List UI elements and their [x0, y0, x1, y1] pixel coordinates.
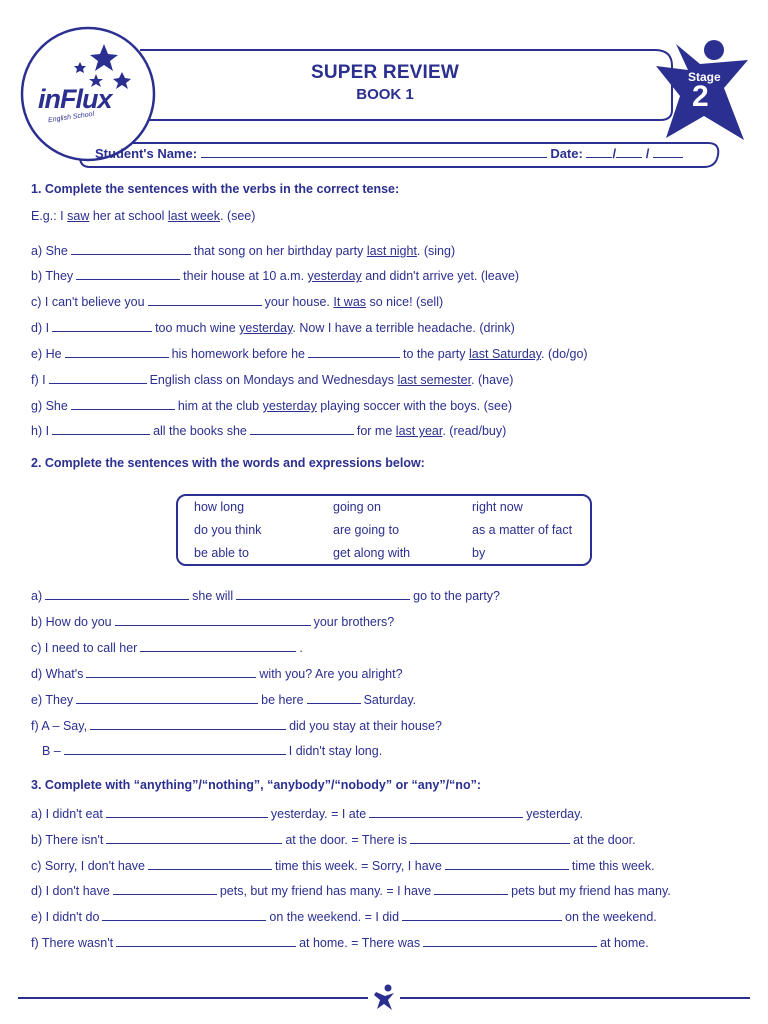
answer-blank[interactable] [49, 372, 147, 384]
section-2-item: b) How do you your brothers? [31, 615, 395, 629]
answer-blank[interactable] [64, 743, 286, 755]
answer-blank[interactable] [52, 320, 152, 332]
section-1-title: 1. Complete the sentences with the verbs in the correct tense: [31, 182, 400, 196]
section-1-item: a) She that song on her birthday party last night. (sing) [31, 244, 456, 258]
logo-text: inFlux [38, 84, 112, 114]
answer-blank[interactable] [116, 935, 296, 947]
answer-blank[interactable] [90, 718, 286, 730]
answer-blank[interactable] [140, 640, 296, 652]
answer-blank[interactable] [45, 588, 189, 600]
answer-blank[interactable] [307, 692, 361, 704]
section-2-item: f) A – Say, did you stay at their house? [31, 719, 442, 733]
section-3-item: a) I didn't eat yesterday. = I ate yesterday. [31, 807, 583, 821]
date-label: Date: [550, 146, 583, 161]
answer-blank[interactable] [434, 883, 508, 895]
date-month-field[interactable] [616, 146, 642, 158]
answer-blank[interactable] [369, 806, 523, 818]
page-subtitle: BOOK 1 [356, 86, 414, 103]
section-3-title: 3. Complete with “anything”/“nothing”, “anybody”/“nobody” or “any”/“no”: [31, 778, 481, 792]
answer-blank[interactable] [106, 832, 282, 844]
answer-blank[interactable] [402, 909, 562, 921]
answer-blank[interactable] [71, 243, 191, 255]
answer-blank[interactable] [86, 666, 256, 678]
word-bank-item: by [472, 546, 486, 560]
answer-blank[interactable] [148, 294, 262, 306]
date-day-field[interactable] [586, 146, 612, 158]
answer-blank[interactable] [423, 935, 597, 947]
section-1-item: b) They their house at 10 a.m. yesterday and didn't arrive yet. (leave) [31, 269, 520, 283]
section-1-item: h) I all the books she for me last year. (read/buy) [31, 424, 507, 438]
answer-blank[interactable] [65, 346, 169, 358]
footer-rule-left [18, 997, 368, 999]
student-name-field[interactable] [201, 146, 547, 158]
word-bank-item: going on [333, 500, 381, 514]
student-row [95, 146, 683, 161]
date-sep: / [645, 146, 650, 161]
section-3-item: b) There isn't at the door. = There is at the door. [31, 833, 636, 847]
word-bank-item: right now [472, 500, 523, 514]
date-year-field[interactable] [653, 146, 683, 158]
section-3-item: c) Sorry, I don't have time this week. = Sorry, I have time this week. [31, 859, 655, 873]
answer-blank[interactable] [250, 423, 354, 435]
answer-blank[interactable] [445, 858, 569, 870]
section-2-item: B – I didn't stay long. [42, 744, 383, 758]
answer-blank[interactable] [148, 858, 272, 870]
title-block [260, 62, 510, 103]
answer-blank[interactable] [113, 883, 217, 895]
section-2-item: c) I need to call her . [31, 641, 303, 655]
section-1-item: c) I can't believe you your house. It was so nice! (sell) [31, 295, 444, 309]
footer-star-icon [372, 984, 398, 1012]
section-3-item: f) There wasn't at home. = There was at home. [31, 936, 649, 950]
word-bank-item: how long [194, 500, 245, 514]
section-2-item: d) What's with you? Are you alright? [31, 667, 403, 681]
word-bank-item: do you think [194, 523, 262, 537]
section-1-example: E.g.: I saw her at school last week. (see) [31, 209, 256, 223]
answer-blank[interactable] [52, 423, 150, 435]
student-name-label: Student's Name: [95, 146, 198, 161]
logo-subtitle: English School [47, 110, 95, 125]
answer-blank[interactable] [115, 614, 311, 626]
section-2-item: a) she will go to the party? [31, 589, 500, 603]
word-bank [176, 494, 592, 566]
stage-number: 2 [692, 80, 709, 113]
section-2-item: e) They be here Saturday. [31, 693, 417, 707]
word-bank-item: as a matter of fact [472, 523, 573, 537]
page-title: SUPER REVIEW [310, 62, 460, 83]
word-bank-item: get along with [333, 546, 411, 560]
date-sep: / [612, 146, 617, 161]
answer-blank[interactable] [236, 588, 410, 600]
section-3-item: d) I don't have pets, but my friend has many. = I have pets but my friend has many. [31, 884, 671, 898]
answer-blank[interactable] [106, 806, 268, 818]
answer-blank[interactable] [410, 832, 570, 844]
answer-blank[interactable] [76, 692, 258, 704]
answer-blank[interactable] [76, 268, 180, 280]
section-2-title: 2. Complete the sentences with the words and expressions below: [31, 456, 425, 470]
answer-blank[interactable] [308, 346, 400, 358]
word-bank-item: are going to [333, 523, 400, 537]
word-bank-item: be able to [194, 546, 249, 560]
section-3-item: e) I didn't do on the weekend. = I did on the weekend. [31, 910, 657, 924]
answer-blank[interactable] [71, 398, 175, 410]
section-1-item: e) He his homework before he to the party last Saturday. (do/go) [31, 347, 588, 361]
answer-blank[interactable] [102, 909, 266, 921]
section-1-item: d) I too much wine yesterday. Now I have a terrible headache. (drink) [31, 321, 515, 335]
footer-rule-right [400, 997, 750, 999]
stage-label: Stage [688, 70, 721, 84]
section-1-item: g) She him at the club yesterday playing soccer with the boys. (see) [31, 399, 513, 413]
section-1-item: f) I English class on Mondays and Wednesdays last semester. (have) [31, 373, 514, 387]
